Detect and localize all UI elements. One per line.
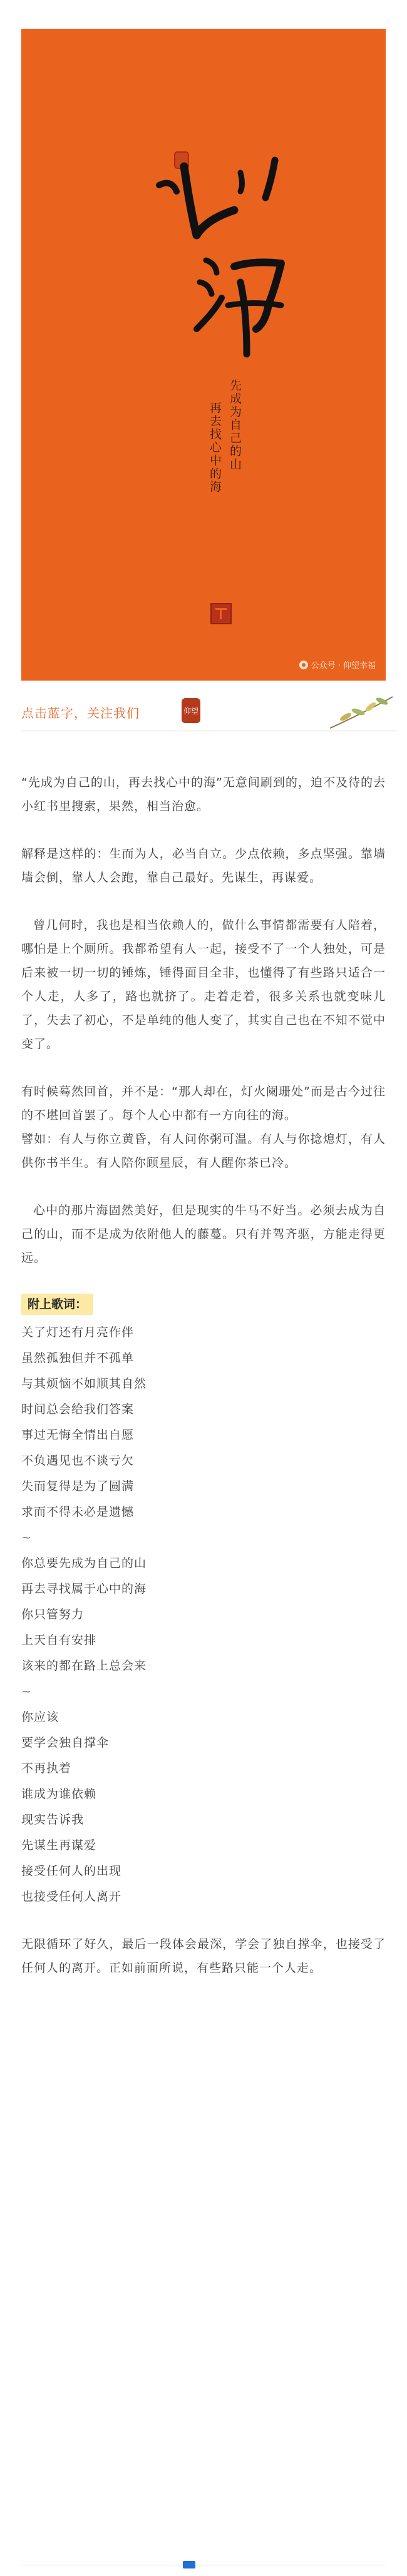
follow-text[interactable]: 点击蓝字，关注我们 xyxy=(21,706,140,721)
lyric-line: 不再执着 xyxy=(21,1762,72,1775)
article-body xyxy=(21,771,386,2004)
lyric-line: 也接受任何人离开 xyxy=(21,1890,122,1904)
lyric-line: 求而不得未必是遗憾 xyxy=(21,1505,135,1519)
footer-dot-icon xyxy=(183,2561,195,2568)
lyric-line: 要学会独自撑伞 xyxy=(21,1736,110,1750)
lyric-line: 现实告诉我 xyxy=(21,1813,85,1827)
paragraph-4: 有时候蓦然回首，并不是：“那人却在，灯火阑珊处”而是古今过往的不堪回首罢了。每个人心中都有一方向往的海。 譬如：有人与你立黄昏，有人问你粥可温。有人与你捻熄灯，有人供你书半生。有人陪你顾星辰，有人醒你茶已冷。 xyxy=(21,1085,386,1170)
lyric-line: 先谋生再谋爱 xyxy=(21,1838,97,1852)
lyric-line: 不负遇见也不谈亏欠 xyxy=(21,1454,135,1468)
paragraph-3: 曾几何时，我也是相当依赖人的，做什么事情都需要有人陪着，哪怕是上个厕所。我都希望有人一起，接受不了一个人独处，可是后来被一切一切的锤炼，锤得面目全非，也懂得了有些路只适合一个人走，人多了，路也就挤了。走着走着，很多关系也就变味儿了，失去了初心，不是单纯的他人变了，其实自己也在不知不觉中变了。 xyxy=(21,918,386,1051)
lyric-line: 谁成为谁依赖 xyxy=(21,1787,97,1801)
lyric-line: 失而复得是为了圆满 xyxy=(21,1479,135,1493)
lyric-separator: ~ xyxy=(21,1531,32,1544)
hero-poster xyxy=(21,29,386,681)
title-chars: 心海 xyxy=(147,141,148,142)
lyric-line: 关了灯还有月亮作伴 xyxy=(21,1326,135,1339)
lyric-line: 你只管努力 xyxy=(21,1608,85,1621)
lyric-line: 你总要先成为自己的山 xyxy=(21,1556,147,1570)
leaf-branch-icon xyxy=(327,684,396,734)
poster-line-2: 再去找心中的海 xyxy=(208,402,222,494)
paragraph-5: 心中的那片海固然美好，但是现实的牛马不好当。必须去成为自己的山，而不是成为依附他人的藤蔓。只有并驾齐驱，方能走得更远。 xyxy=(21,1204,386,1265)
lyric-separator: ~ xyxy=(21,1685,32,1698)
paragraph-1: “先成为自己的山，再去找心中的海”无意间刷到的，迫不及待的去小红书里搜索，果然，相当治愈。 xyxy=(21,776,386,813)
follow-bar[interactable] xyxy=(21,684,386,742)
wechat-icon xyxy=(299,661,308,669)
lyric-line: 该来的都在路上总会来 xyxy=(21,1659,147,1673)
lyric-line: 时间总会给我们答案 xyxy=(21,1402,135,1416)
follow-badge: 仰望 xyxy=(182,698,200,723)
lyrics-title: 附上歌词： xyxy=(21,1294,93,1315)
lyric-line: 事过无悔全情出自愿 xyxy=(21,1428,135,1442)
lyric-line: 接受任何人的出现 xyxy=(21,1864,122,1878)
lyric-line: 你应该 xyxy=(21,1710,59,1724)
poster-line-1: 先成为自己的山 xyxy=(228,379,242,471)
lyric-line: 与其烦恼不如顺其自然 xyxy=(21,1377,147,1391)
watermark xyxy=(299,659,376,671)
lyric-line: 上天自有安排 xyxy=(21,1633,97,1647)
calligraphy-title xyxy=(147,141,309,367)
closing-paragraph: 无限循环了好久，最后一段体会最深，学会了独自撑伞，也接受了任何人的离开。正如前面所说，有些路只能一个人走。 xyxy=(21,1937,386,1975)
lyrics-section xyxy=(21,1294,386,1910)
watermark-text: 公众号 · 仰望幸福 xyxy=(311,661,376,671)
red-seal-icon xyxy=(210,603,232,624)
lyric-line: 再去寻找属于心中的海 xyxy=(21,1582,147,1596)
paragraph-2: 解释是这样的：生而为人，必当自立。少点依赖，多点坚强。靠墙墙会倒，靠人人会跑，靠自己最好。先谋生，再谋爱。 xyxy=(21,847,386,885)
lyric-line: 虽然孤独但并不孤单 xyxy=(21,1351,135,1365)
